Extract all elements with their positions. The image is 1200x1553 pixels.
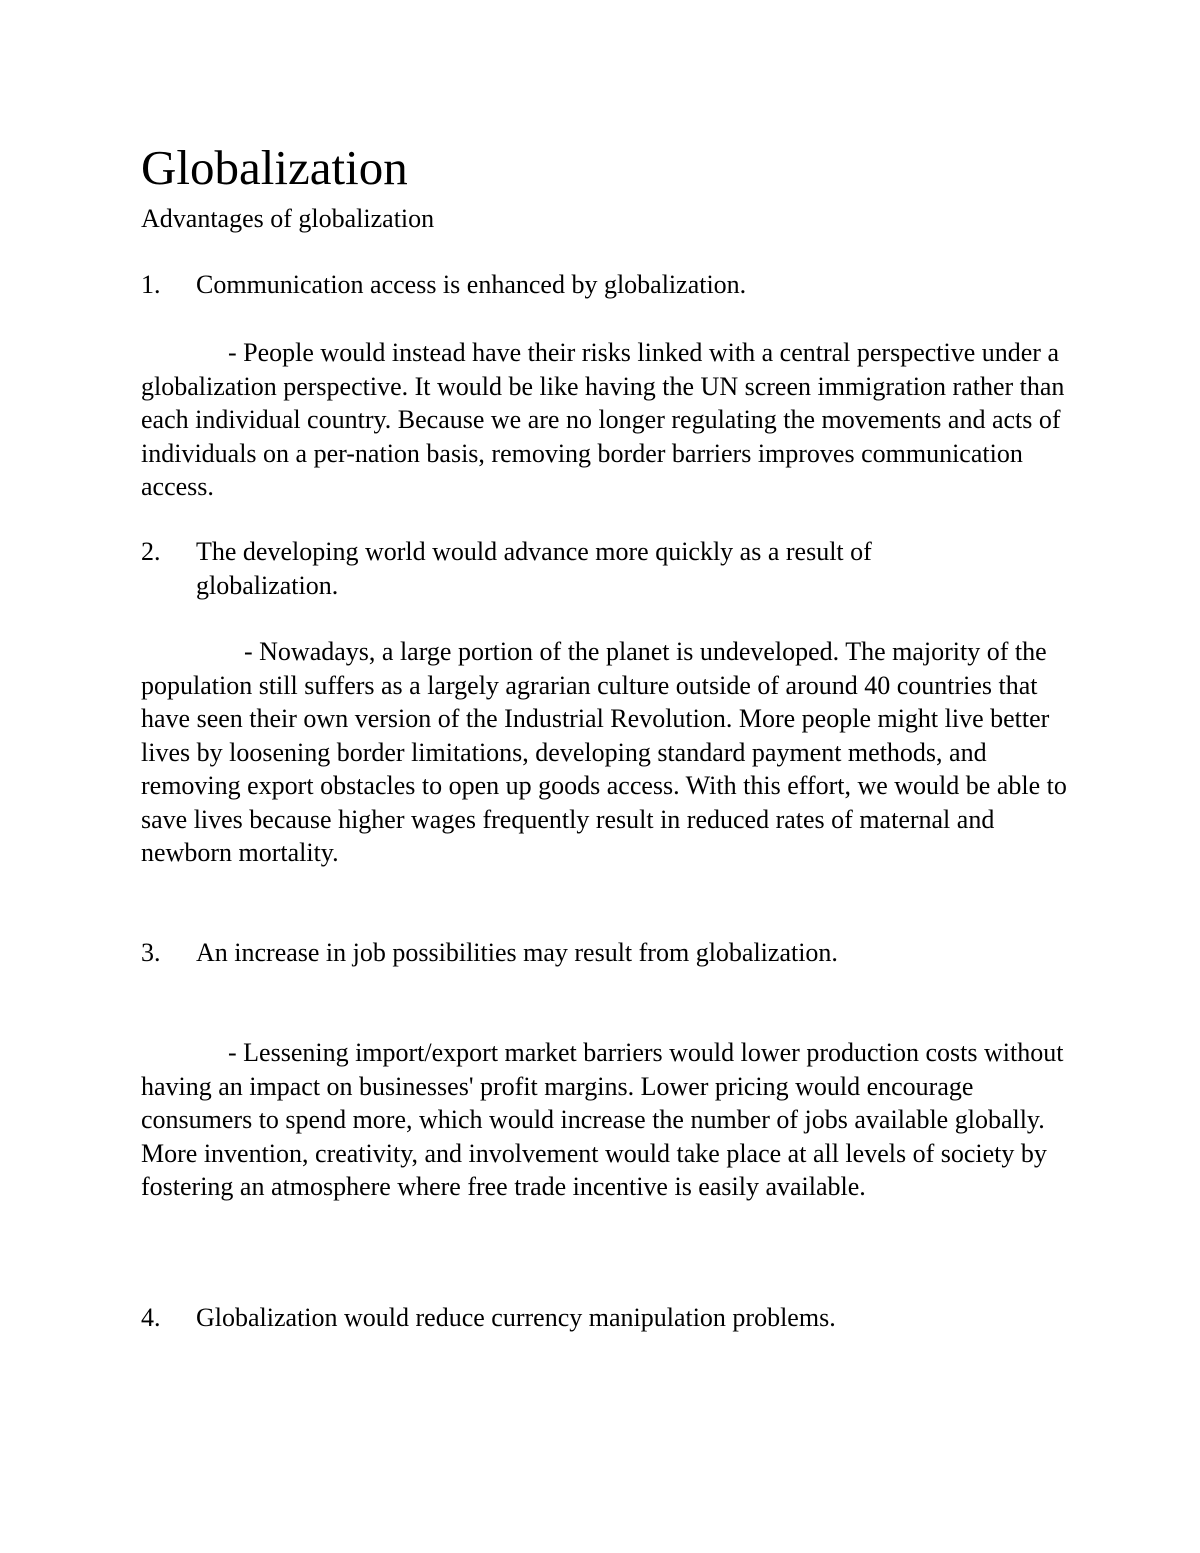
list-item-2-text: The developing world would advance more quickly as a result of globalization. [196, 537, 872, 600]
list-item-3-number: 3. [141, 938, 161, 967]
list-item-3-text: An increase in job possibilities may result from globalization. [196, 938, 838, 967]
list-item-4-heading [141, 1301, 1081, 1335]
list-item-4-text: Globalization would reduce currency manipulation problems. [196, 1303, 836, 1332]
list-item-1-text: Communication access is enhanced by globalization. [196, 270, 747, 299]
list-item-3-body: - Lessening import/export market barriers would lower production costs without having an impact on businesses' profit margins. Lower pricing would encourage consumers to spend more, which would increase the number of jobs available globally. More invention, creativity, and involvement would take place at all levels of society by fostering an atmosphere where free trade incentive is easily available. [141, 1038, 1064, 1201]
list-item-1-body: - People would instead have their risks linked with a central perspective under a globalization perspective. It would be like having the UN screen immigration rather than each individual country. Because we are no longer regulating the movements and acts of individuals on a per-nation basis, removing border barriers improves communication access. [141, 338, 1065, 501]
list-item-1-heading [141, 268, 1081, 302]
document-title: Globalization [141, 140, 408, 195]
list-item-3-heading [141, 936, 1081, 970]
list-item-4-number: 4. [141, 1303, 161, 1332]
list-item-2-body: - Nowadays, a large portion of the planet is undeveloped. The majority of the population still suffers as a largely agrarian culture outside of around 40 countries that have seen their own version of the Industrial Revolution. More people might live better lives by loosening border limitations, developing standard payment methods, and removing export obstacles to open up goods access. With this effort, we would be able to save lives because higher wages frequently result in reduced rates of maternal and newborn mortality. [141, 637, 1067, 867]
list-item-2-heading [141, 535, 1001, 602]
list-item-1-number: 1. [141, 270, 161, 299]
document-subtitle: Advantages of globalization [141, 204, 435, 233]
list-item-2-number: 2. [141, 537, 161, 566]
